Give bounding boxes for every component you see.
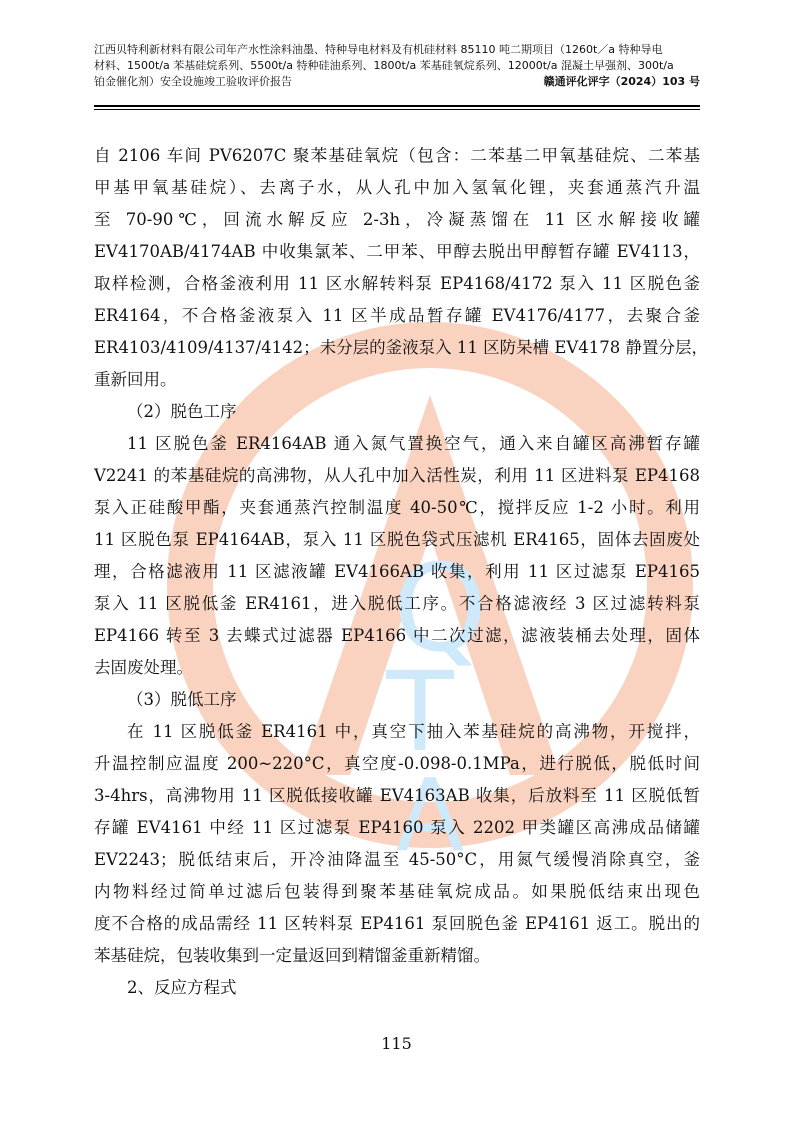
paragraph-hydrolysis: 自 2106 车间 PV6207C 聚苯基硅氧烷（包含：二苯基二甲氧基硅烷、二苯基 甲基甲氧基硅烷）、去离子水，从人孔中加入氢氧化锂，夹套通蒸汽升温 至 70-90℃，回流水解反应 2-3h，冷凝蒸馏在 11 区水解接收罐 EV4170AB/4174AB 中收集氯苯、二甲苯、甲醇去脱出甲醇暂存罐 EV4113， 取样检测，合格釜液利用 11 区水解转料泵 EP4168/4172 泵入 11 区脱色釜 ER4164，不合格釜液泵入 11 区半成品暂存罐 EV4176/4177，去聚合釜 ER4103/4109/4137/4142；未分层的釜液泵入 11 区防呆槽 EV4178 静置分层， 重新回用。 [94,146,709,389]
header-divider-thin [94,109,700,110]
section-heading-equations: 2、反应方程式 [127,978,237,997]
header-divider [94,105,700,107]
section-heading-decolor: （2）脱色工序 [127,402,237,421]
page-body [94,140,709,1004]
section-heading-devolatilize: （3）脱低工序 [127,690,237,709]
paragraph-decolor: 11 区脱色釜 ER4164AB 通入氮气置换空气，通入来自罐区高沸暂存罐 V2241 的苯基硅烷的高沸物，从人孔中加入活性炭，利用 11 区进料泵 EP4168 泵入正硅酸甲酯，夹套通蒸汽控制温度 40-50℃，搅拌反应 1-2 小时。利用 11 区脱色泵 EP4164AB，泵入 11 区脱色袋式压滤机 ER4165，固体去固废处 理，合格滤液用 11 区滤液罐 EV4166AB 收集，利用 11 区过滤泵 EP4165 泵入 11 区脱低釜 ER4161，进入脱低工序。不合格滤液经 3 区过滤转料泵 EP4166 转至 3 去蝶式过滤器 EP4166 中二次过滤，滤液装桶去处理，固体 去固废处理。 [94,434,700,677]
header-title-line-2: 材料、1500t/a 苯基硅烷系列、5500t/a 特种硅油系列、1800t/a 苯基硅氧烷系列、12000t/a 混凝土早强剂、300t/a [94,59,674,72]
header-title-line-1: 江西贝特利新材料有限公司年产水性涂料油墨、特种导电材料及有机硅材料 85110 吨二期项目（1260t／a 特种导电 [94,43,663,56]
page-number: 115 [381,1034,412,1053]
svg-text:T: T [386,648,454,776]
watermark-letters: Q [392,540,488,679]
svg-text:A: A [395,757,465,865]
page-header [94,42,700,90]
paragraph-devolatilize: 在 11 区脱低釜 ER4161 中，真空下抽入苯基硅烷的高沸物，开搅拌， 升温控制应温度 200~220°C，真空度-0.098-0.1MPa，进行脱低，脱低时间 3-4hrs，高沸物用 11 区脱低接收罐 EV4163AB 收集，后放料至 11 区脱低暂 存罐 EV4161 中经 11 区过滤泵 EP4160 泵入 2202 甲类罐区高沸成品储罐 EV2243；脱低结束后，开冷油降温至 45-50°C，用氮气缓慢消除真空，釜 内物料经过简单过滤后包装得到聚苯基硅氧烷成品。如果脱低结束出现色 度不合格的成品需经 11 区转料泵 EP4161 泵回脱色釜 EP4161 返工。脱出的 苯基硅烷，包装收集到一定量返回到精馏釜重新精馏。 [94,722,700,965]
header-title-line-3: 铂金催化剂）安全设施竣工验收评价报告 [94,75,292,88]
document-code: 赣通评化评字（2024）103 号 [543,75,700,88]
